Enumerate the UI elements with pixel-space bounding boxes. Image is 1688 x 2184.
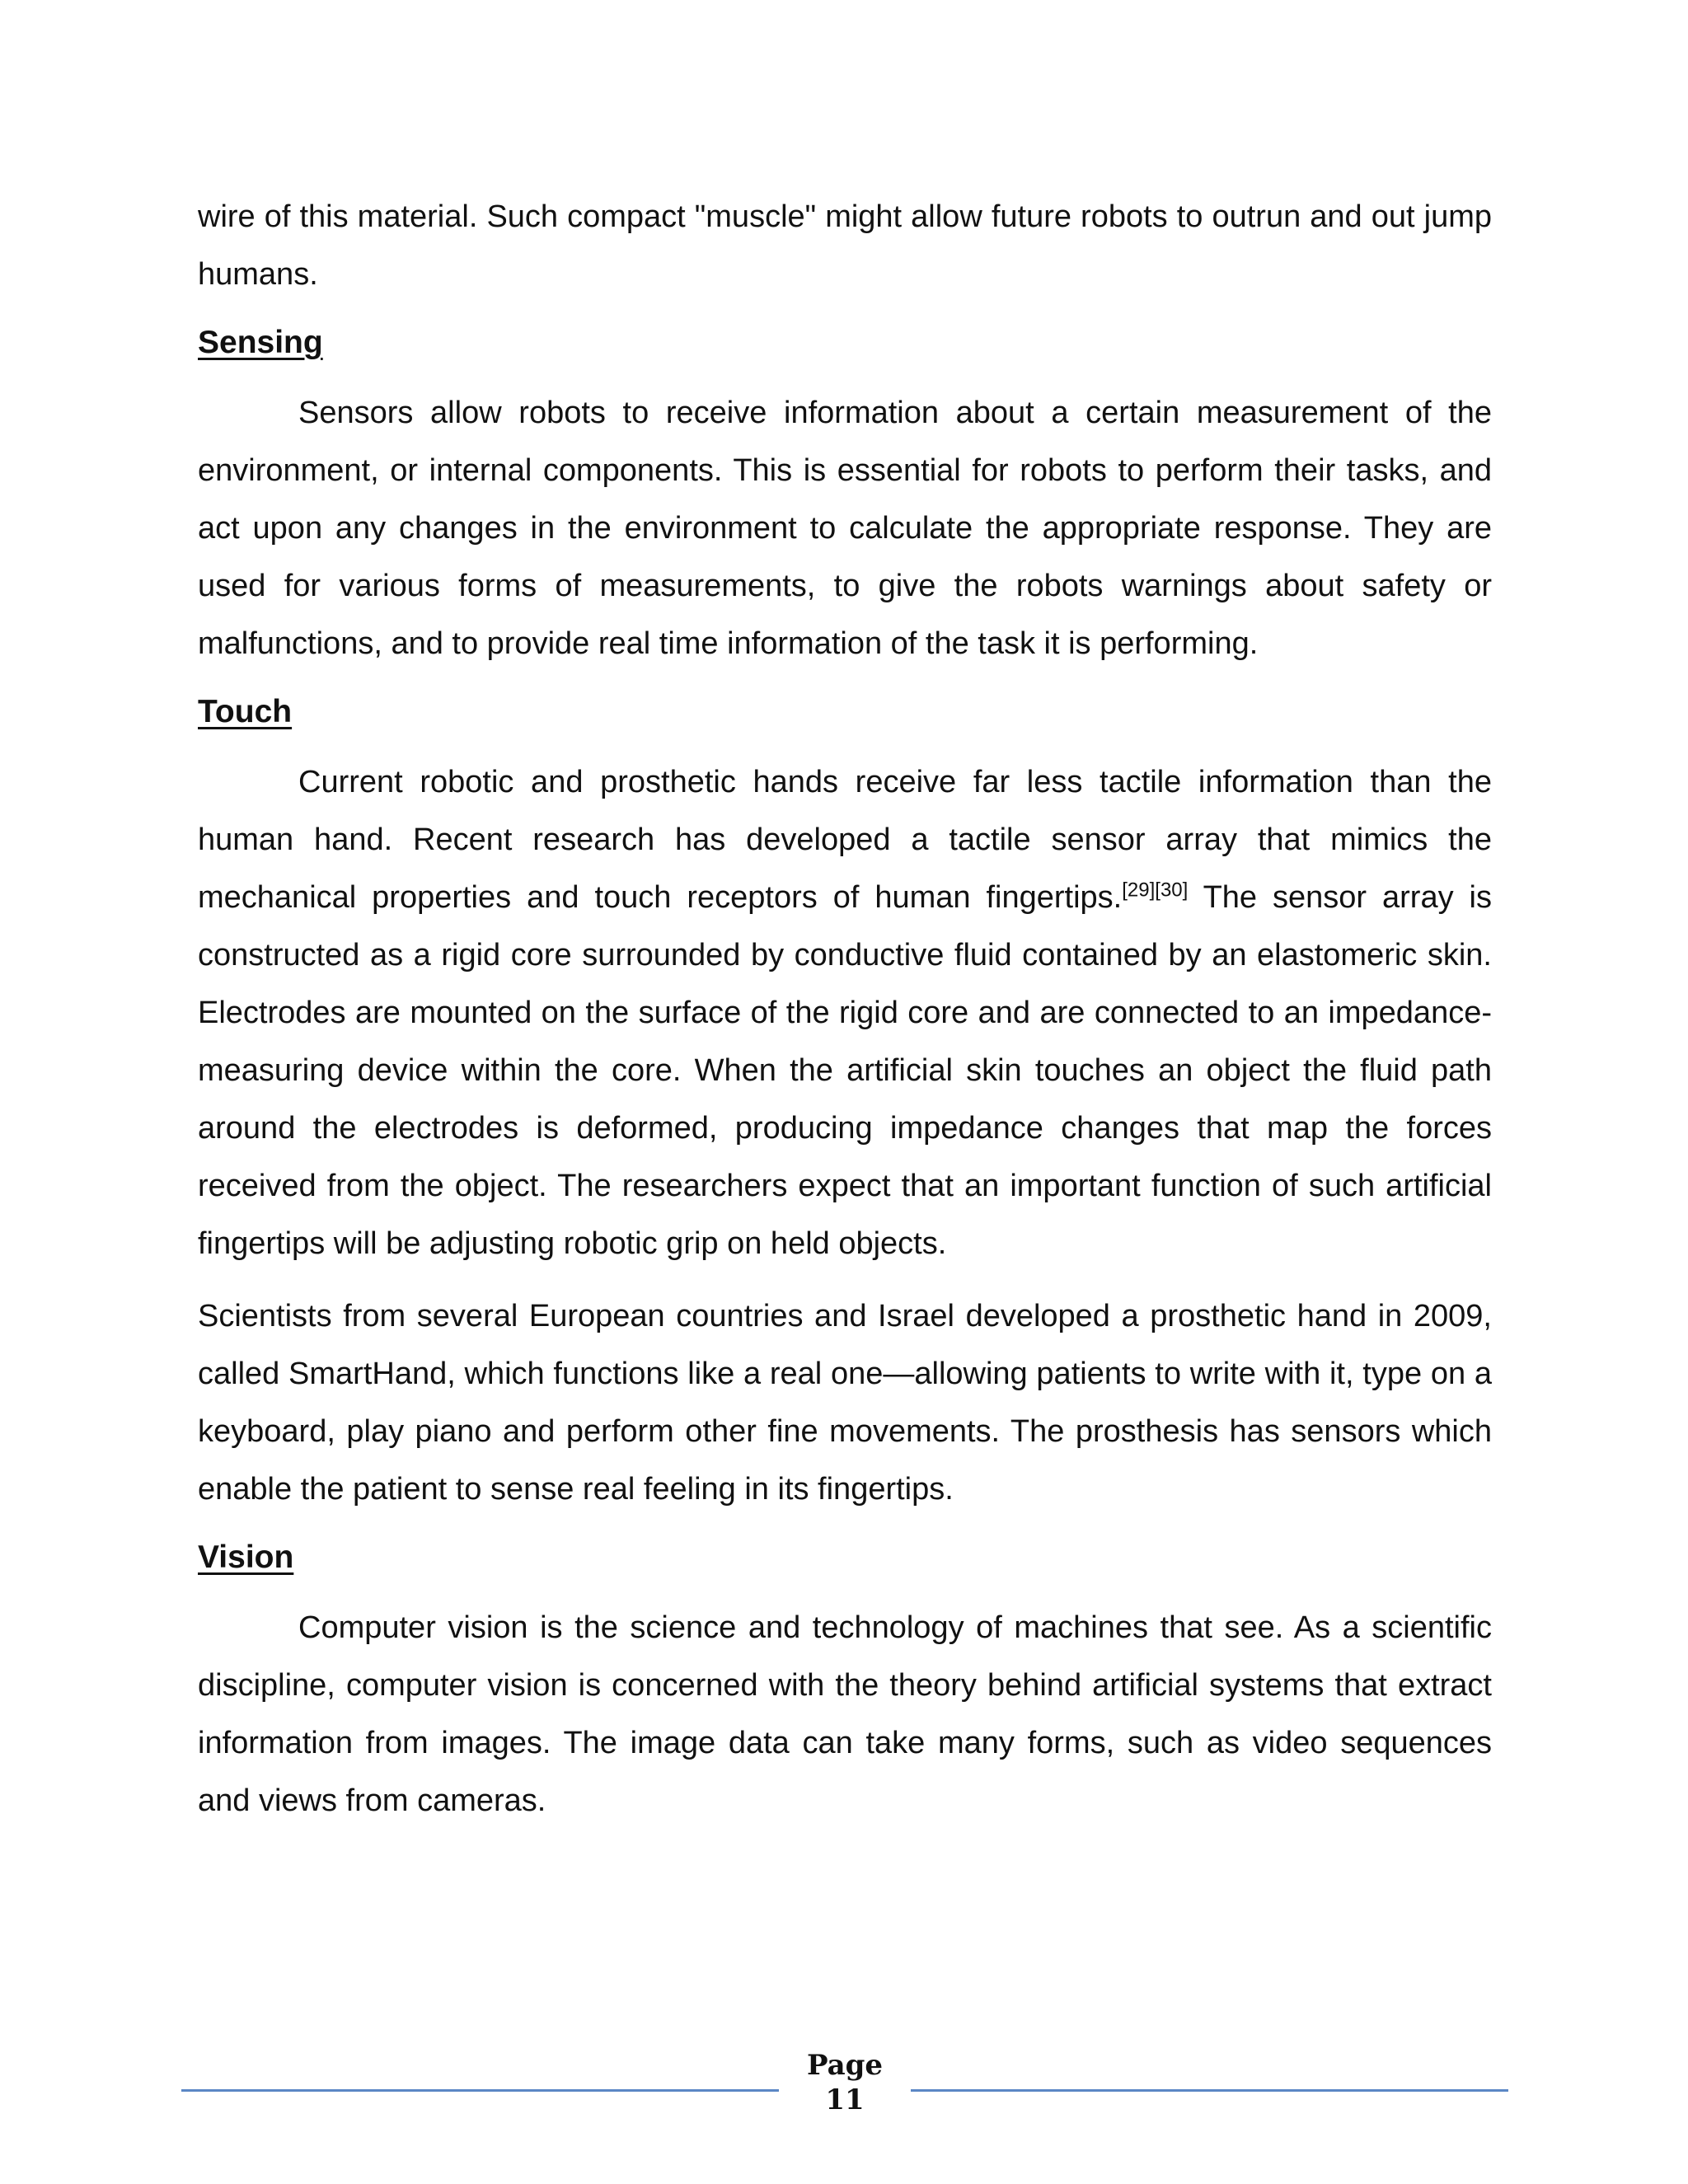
page-footer [181,2048,1508,2122]
page-number: 11 [825,2083,865,2116]
page-body [198,188,1492,1844]
vision-paragraph: Computer vision is the science and technology of machines that see. As a scientific discipline, computer vision is concerned with the theory behind artificial systems that extract information from images. The image data can take many forms, such as video sequences and views from cameras. [198,1610,1492,1818]
footer-rule-right [911,2089,1508,2092]
footer-rule-left [181,2089,779,2092]
citation-reference: [29][30] [1122,879,1189,902]
section-heading-vision: Vision [198,1540,294,1575]
section-heading-sensing: Sensing [198,325,323,360]
touch-paragraph-2: Scientists from several European countries and Israel developed a prosthetic hand in 2009, called SmartHand, which functions like a real one—allowing patients to write with it, type on a keyboard, play piano and perform other fine movements. The prosthesis has sensors which enable the patient to sense real feeling in its fingertips. [198,1299,1492,1507]
touch-paragraph-1-text-b: The sensor array is constructed as a rigid core surrounded by conductive fluid contained by an elastomeric skin. Electrodes are mounted on the surface of the rigid core and are connected to an impedance-measuring device within the core. When the artificial skin touches an object the fluid path around the electrodes is deformed, producing impedance changes that map the forces received from the object. The researchers expect that an important function of such artificial fingertips will be adjusting robotic grip on held objects. [198,880,1492,1261]
touch-paragraph-1 [198,753,1492,1272]
section-heading-touch: Touch [198,694,293,729]
page-label: Page [806,2049,884,2082]
sensing-paragraph: Sensors allow robots to receive information about a certain measurement of the environment, or internal components. This is essential for robots to perform their tasks, and act upon any changes in the environment to calculate the appropriate response. They are used for various forms of measurements, to give the robots warnings about safety or malfunctions, and to provide real time information of the task it is performing. [198,396,1492,661]
continuation-paragraph: wire of this material. Such compact "muscle" might allow future robots to outrun and out jump humans. [198,199,1492,292]
touch-paragraph-1-text-a: Current robotic and prosthetic hands receive far less tactile information than the human hand. Recent research has developed a tactile sensor array that mimics the mechanical properties and touch receptors of human fingertips. [198,765,1492,915]
page-number-block [779,2048,911,2117]
